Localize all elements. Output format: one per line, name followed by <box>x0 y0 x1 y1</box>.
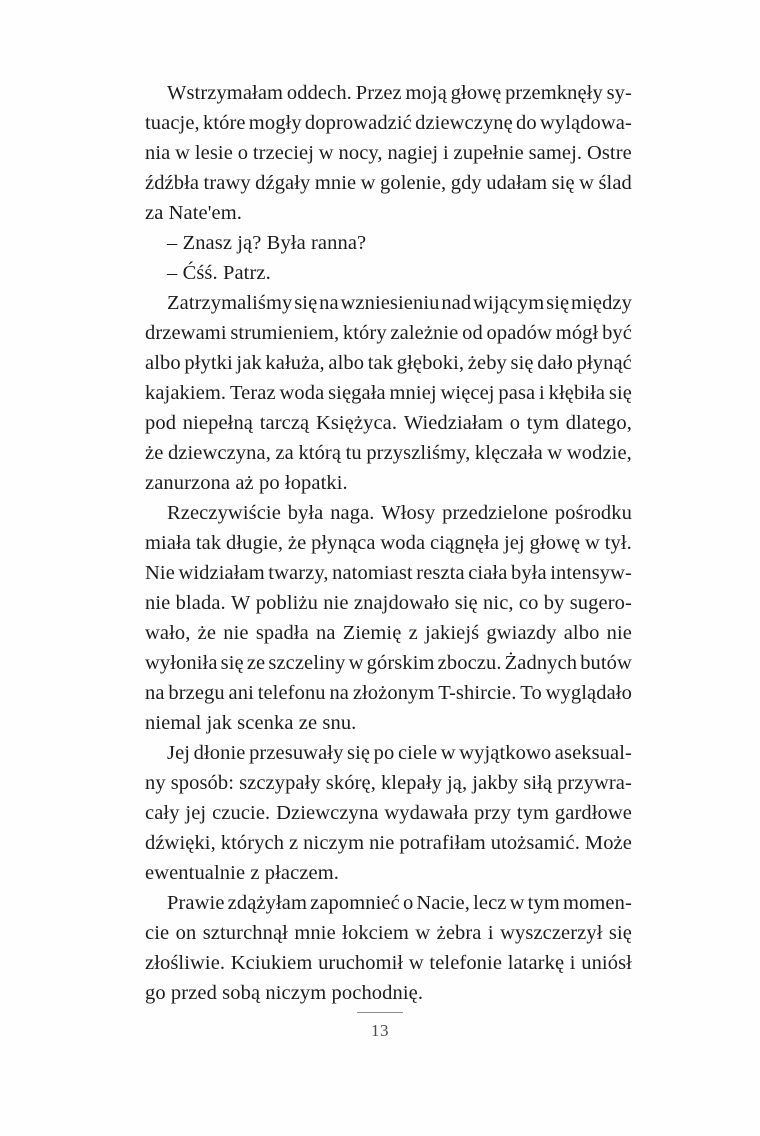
word: w <box>509 892 525 914</box>
paragraph <box>145 738 632 888</box>
word: jej <box>503 532 525 554</box>
word: przedzielone <box>442 502 549 524</box>
word: pasa <box>498 382 536 404</box>
word: w <box>547 442 563 464</box>
word: szturchnął <box>202 922 288 944</box>
word: mniej <box>389 382 437 404</box>
paragraph <box>145 258 632 288</box>
word: moją <box>405 82 447 104</box>
word: się <box>294 292 318 314</box>
word: natomiast <box>332 562 413 584</box>
word: w <box>584 532 600 554</box>
word: zupełnie <box>453 142 524 164</box>
word: o <box>509 412 521 434</box>
text-line <box>145 168 632 198</box>
word: i <box>442 142 449 164</box>
word: jakby <box>472 772 519 794</box>
word: Zatrzymaliśmy <box>167 292 293 314</box>
word: nie <box>369 832 395 854</box>
word: tak <box>195 532 222 554</box>
word: że <box>287 532 307 554</box>
word: klepały <box>380 772 442 794</box>
word: ciała <box>468 562 508 584</box>
word: tym <box>526 412 559 434</box>
word: widziałam <box>178 562 265 584</box>
text-line <box>145 378 632 408</box>
word: zapomnieć <box>310 892 400 914</box>
word: że <box>145 442 164 464</box>
word: pośrodku <box>554 502 632 524</box>
word: albo <box>563 622 600 644</box>
word: Dziewczyna <box>276 802 379 824</box>
word: co <box>518 592 539 614</box>
word: strumieniem, <box>230 322 340 344</box>
paragraph <box>145 498 632 738</box>
word: ny <box>145 772 166 794</box>
word: sy- <box>606 82 632 104</box>
word: doprowadzić <box>304 112 412 134</box>
text-line <box>145 648 632 678</box>
word: mógł <box>555 322 599 344</box>
word: się <box>551 172 575 194</box>
word: sięgała <box>328 382 386 404</box>
word: od <box>462 322 483 344</box>
word: oddech. <box>286 82 352 104</box>
word: w <box>579 172 595 194</box>
word: wyłoniła <box>145 652 218 674</box>
word: uruchomił <box>318 952 404 974</box>
word: butów <box>580 652 632 674</box>
word: dziewczynę <box>415 112 513 134</box>
word: płynąca <box>311 532 376 554</box>
text-line: – Znasz ją? Była ranna? <box>167 232 367 254</box>
word: w <box>360 172 376 194</box>
text-line <box>145 948 632 978</box>
paragraph <box>145 228 632 258</box>
word: i <box>539 382 545 404</box>
word: jej <box>185 802 207 824</box>
word: nagiej <box>387 142 439 164</box>
word: pobliżu <box>255 592 318 614</box>
word: była <box>287 502 324 524</box>
word: dlatego, <box>565 412 632 434</box>
word: wało, <box>145 622 191 644</box>
word: kajakiem. <box>145 382 227 404</box>
word: Nie <box>145 562 175 584</box>
text-line <box>145 138 632 168</box>
word: udałam <box>486 172 548 194</box>
word: złośliwie. <box>145 952 226 974</box>
word: lecz <box>473 892 507 914</box>
text-line <box>145 828 632 858</box>
word: w <box>348 652 364 674</box>
word: nia <box>145 142 171 164</box>
word: żebra <box>436 922 482 944</box>
word: głowę <box>529 532 581 554</box>
word: Przez <box>355 82 402 104</box>
word: z <box>408 622 418 644</box>
word: Księżyca. <box>315 412 398 434</box>
word: wydawała <box>384 802 469 824</box>
word: płytki <box>184 352 233 374</box>
word: nad <box>441 292 472 314</box>
text-line: za Nate'em. <box>145 202 242 224</box>
word: na <box>315 622 336 644</box>
word: on <box>175 922 197 944</box>
word: była <box>510 562 547 584</box>
text-line <box>145 768 632 798</box>
word: Jej <box>167 742 191 764</box>
word: jakiejś <box>424 622 480 644</box>
word: albo <box>328 352 365 374</box>
word: za <box>275 442 294 464</box>
word: wzniesieniu <box>340 292 440 314</box>
word: pod <box>145 412 177 434</box>
word: dłonie <box>193 742 246 764</box>
word: momen- <box>562 892 632 914</box>
word: jak <box>236 352 262 374</box>
word: nie <box>323 592 349 614</box>
word: tym <box>527 892 560 914</box>
word: nocy, <box>338 142 383 164</box>
word: głęboki, <box>396 352 465 374</box>
word: brzegu <box>168 682 225 704</box>
word: szczeliny <box>268 652 346 674</box>
word: wijącym <box>473 292 545 314</box>
word: przy <box>474 802 511 824</box>
word: zboczu. <box>437 652 502 674</box>
word: spadła <box>255 622 309 644</box>
word: których <box>220 832 285 854</box>
folio-rule <box>357 1012 403 1013</box>
word: na <box>145 682 165 704</box>
text-line <box>145 798 632 828</box>
word: tarczą <box>259 412 310 434</box>
word: przyszliśmy, <box>366 442 471 464</box>
paragraph <box>145 888 632 1008</box>
word: zdążyłam <box>227 892 307 914</box>
word: naga. <box>330 502 375 524</box>
word: górskim <box>366 652 435 674</box>
word: Teraz <box>229 382 276 404</box>
word: Nacie, <box>416 892 470 914</box>
word: zależnie <box>390 322 459 344</box>
word: dało <box>537 352 573 374</box>
word: z <box>289 832 299 854</box>
word: T-shircie. <box>438 682 517 704</box>
text-line <box>145 348 632 378</box>
word: mogły <box>248 112 302 134</box>
word: Włosy <box>381 502 436 524</box>
text-line: – Ćśś. Patrz. <box>167 262 271 284</box>
text-line <box>145 78 632 108</box>
word: w <box>415 922 431 944</box>
word: Może <box>584 832 632 854</box>
word: blada. <box>175 592 226 614</box>
word: wyjątkowo <box>459 742 552 764</box>
word: dźgały <box>255 172 311 194</box>
paragraph <box>145 288 632 498</box>
word: kałuża, <box>265 352 325 374</box>
word: opadów <box>486 322 553 344</box>
word: nic, <box>483 592 514 614</box>
word: kłębiła <box>548 382 606 404</box>
text-line <box>145 588 632 618</box>
word: wyglądało <box>545 682 632 704</box>
word: złożonym <box>352 682 435 704</box>
word: siłą <box>523 772 553 794</box>
text-line: go przed sobą niczym pochodnię. <box>145 982 424 1004</box>
text-line <box>145 738 632 768</box>
word: Kciukiem <box>230 952 313 974</box>
word: telefonie <box>429 952 503 974</box>
word: woda <box>279 382 325 404</box>
word: się <box>608 922 632 944</box>
word: miała <box>145 532 192 554</box>
word: w <box>318 142 334 164</box>
word: w <box>440 742 456 764</box>
page-number: 13 <box>371 1021 389 1040</box>
paragraph <box>145 78 632 228</box>
word: niepełną <box>182 412 254 434</box>
text-line: ewentualnie z płaczem. <box>145 862 339 884</box>
text-line <box>145 288 632 318</box>
word: przemknęły <box>505 82 603 104</box>
word: płynąć <box>576 352 632 374</box>
word: Prawie <box>167 892 225 914</box>
word: utożsamić. <box>490 832 580 854</box>
word: dziewczyna, <box>167 442 271 464</box>
word: Ostre <box>586 142 632 164</box>
word: tym <box>516 802 550 824</box>
word: latarkę <box>507 952 565 974</box>
word: ciągnęła <box>430 532 500 554</box>
word: tuacje, <box>145 112 200 134</box>
word: niczym <box>303 832 365 854</box>
word: się <box>454 592 478 614</box>
word: cały <box>145 802 180 824</box>
word: który <box>342 322 387 344</box>
text-line <box>145 498 632 528</box>
word: o <box>237 142 249 164</box>
word: golenie, <box>380 172 447 194</box>
word: ze <box>246 652 266 674</box>
word: wyszczerzył <box>500 922 603 944</box>
word: Wstrzymałam <box>167 82 284 104</box>
word: tak <box>367 352 394 374</box>
word: przesuwały <box>249 742 344 764</box>
word: żeby <box>467 352 507 374</box>
word: do <box>516 112 537 134</box>
word: Żadnych <box>504 652 578 674</box>
word: się <box>510 352 534 374</box>
text-line: niemal jak scenka ze snu. <box>145 712 357 734</box>
word: ją, <box>446 772 468 794</box>
word: gwiazdy <box>486 622 557 644</box>
word: się <box>546 292 570 314</box>
word: twarzy, <box>268 562 329 584</box>
text-line <box>145 888 632 918</box>
text-line <box>145 318 632 348</box>
word: w <box>175 142 191 164</box>
word: sugero- <box>569 592 632 614</box>
word: i <box>487 922 494 944</box>
text-line <box>145 408 632 438</box>
text-line <box>145 438 632 468</box>
text-line: zanurzona aż po łopatki. <box>145 472 348 494</box>
text-line <box>145 108 632 138</box>
word: uniósł <box>581 952 632 974</box>
word: nie <box>145 592 171 614</box>
word: To <box>520 682 542 704</box>
word: Rzeczywiście <box>167 502 281 524</box>
word: reszta <box>416 562 465 584</box>
word: ani <box>228 682 254 704</box>
word: nie <box>223 622 249 644</box>
word: po <box>373 742 395 764</box>
word: drzewami <box>145 322 227 344</box>
word: że <box>197 622 217 644</box>
word: sposób: <box>170 772 235 794</box>
word: głowę <box>450 82 502 104</box>
word: nie <box>606 622 632 644</box>
word: i <box>569 952 576 974</box>
word: W <box>231 592 251 614</box>
word: się <box>347 742 371 764</box>
word: szczypały <box>239 772 321 794</box>
word: w <box>408 952 424 974</box>
word: skórę, <box>325 772 376 794</box>
word: znajdowało <box>353 592 450 614</box>
word: tył. <box>604 532 632 554</box>
word: ciele <box>397 742 438 764</box>
word: trawy <box>203 172 251 194</box>
word: samej. <box>528 142 583 164</box>
word: na <box>319 292 339 314</box>
page-footer <box>0 1012 760 1041</box>
text-line <box>145 558 632 588</box>
word: dźwięki, <box>145 832 216 854</box>
word: między <box>571 292 632 314</box>
word: intensyw- <box>550 562 632 584</box>
word: potrafiłam <box>399 832 486 854</box>
word: cie <box>145 922 170 944</box>
word: telefonu <box>257 682 326 704</box>
word: przywra- <box>557 772 632 794</box>
word: którą <box>298 442 342 464</box>
word: więcej <box>440 382 495 404</box>
word: się <box>608 382 632 404</box>
word: które <box>202 112 246 134</box>
word: lesie <box>194 142 233 164</box>
word: się <box>220 652 244 674</box>
word: źdźbła <box>145 172 200 194</box>
word: klęczała <box>474 442 543 464</box>
word: Wiedziałam <box>403 412 504 434</box>
word: albo <box>145 352 181 374</box>
word: trzeciej <box>252 142 314 164</box>
word: gardłowe <box>554 802 632 824</box>
text-line <box>145 678 632 708</box>
text-line <box>145 618 632 648</box>
word: ślad <box>598 172 632 194</box>
word: mnie <box>294 922 336 944</box>
page-text-block <box>145 78 632 1008</box>
word: Ziemię <box>342 622 402 644</box>
text-line <box>145 918 632 948</box>
word: by <box>543 592 565 614</box>
word: łokciem <box>342 922 409 944</box>
word: czucie. <box>212 802 271 824</box>
word: wylądowa- <box>539 112 632 134</box>
word: długie, <box>226 532 284 554</box>
text-line <box>145 528 632 558</box>
word: aseksual- <box>554 742 632 764</box>
word: wodzie, <box>566 442 632 464</box>
word: o <box>402 892 414 914</box>
word: tu <box>345 442 362 464</box>
word: być <box>602 322 632 344</box>
word: mnie <box>314 172 357 194</box>
word: gdy <box>450 172 482 194</box>
word: woda <box>380 532 426 554</box>
word: na <box>329 682 350 704</box>
